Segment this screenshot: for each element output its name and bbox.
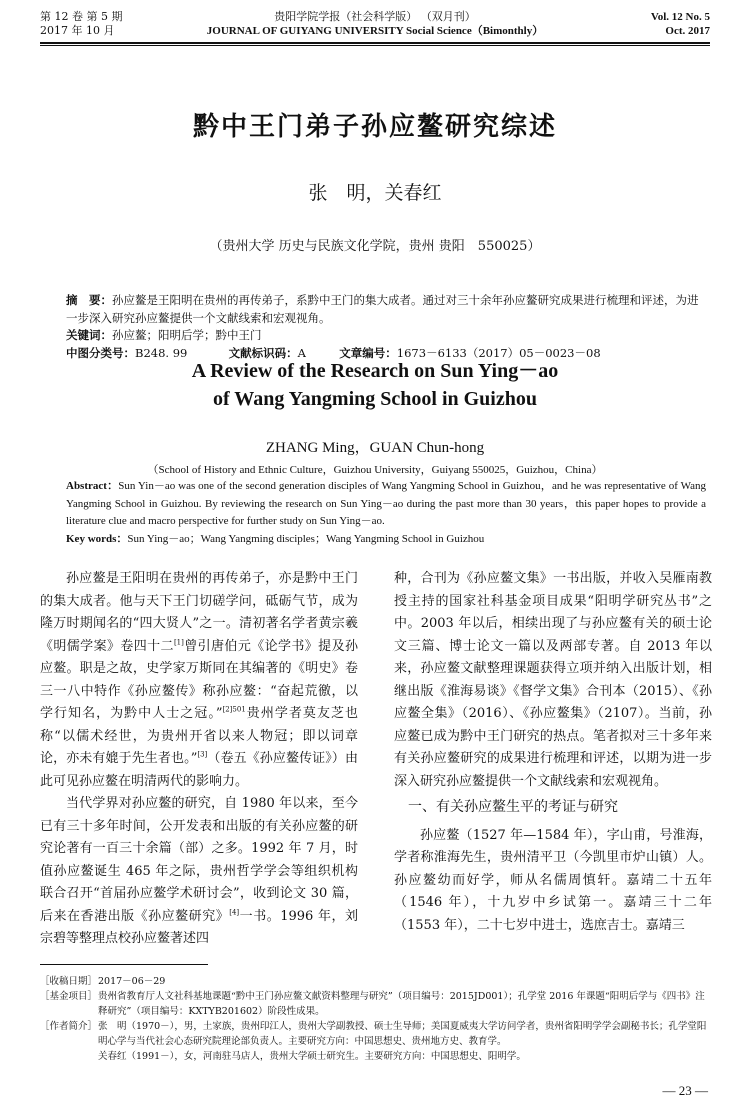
body-paragraph: 种，合刊为《孙应鳌文集》一书出版，并收入吴雁南教授主持的国家社科基金项目成果“阳明学研究丛书”之中。2003 年以后，相续出现了与孙应鳌有关的硕士论文三篇、博士论文一篇以及两部专著。自 2013 年以来，孙应鳌文献整理课题获得立项并纳入出版计划，相继出版《淮海易谈》《督学文集》合刊本（2015）、《孙应鳌全集》（2016）、《孙应鳌集》（2107）。当前，孙应鳌已成为黔中王门研究的热点。笔者拟对三十多年来有关孙应鳌研究的成果进行梳理和评述，以期为进一步深入研究孙应鳌提供一个文献线索和宏观视角。 <box>394 571 712 789</box>
body-column-right <box>394 568 712 937</box>
abstract-en-text: Sun Yin－ao was one of the second generation disciples of Wang Yangming School in Guizhou，and he was representative of Wang Yangming School in Guizhou. By reviewing the research on Sun Ying－ao during the past more than 30 years，this paper hopes to provide a literature clue and macro perspective for further study on Sun Ying－ao. <box>66 480 707 527</box>
date-en: Oct. 2017 <box>665 25 710 37</box>
keywords-cn <box>66 327 706 345</box>
journal-name-en: JOURNAL OF GUIYANG UNIVERSITY Social Science（Bimonthly） <box>206 25 544 37</box>
footnote-author2 <box>40 1049 712 1064</box>
abstract-cn <box>66 292 706 327</box>
volume-issue: 第 12 卷 第 5 期 <box>40 10 123 23</box>
header-center <box>150 10 600 38</box>
keywords-en-text: Sun Ying－ao；Wang Yangming disciples；Wang Yangming School in Guizhou <box>127 532 485 545</box>
header-right <box>651 10 710 38</box>
article-title-en-line1: A Review of the Research on Sun Ying－ao <box>191 360 559 382</box>
authors-cn: 张 明，关春红 <box>308 182 442 204</box>
author2-text: 关春红（1991－），女，河南驻马店人，贵州大学硕士研究生。主要研究方向：中国思想史、阳明学。 <box>98 1051 526 1062</box>
keywords-cn-label: 关键词： <box>66 328 112 342</box>
authors-en: ZHANG Ming，GUAN Chun-hong <box>265 440 485 456</box>
citation-ref: [3] <box>197 750 208 759</box>
footnote-author <box>40 1019 712 1049</box>
article-no-label: 文章编号： <box>339 345 397 360</box>
abstract-cn-block <box>66 292 706 362</box>
issue-date: 2017 年 10 月 <box>40 24 115 37</box>
keywords-en <box>66 531 706 549</box>
article-title-en <box>0 357 750 413</box>
abstract-en-label: Abstract： <box>66 480 119 492</box>
abstract-cn-label: 摘 要： <box>66 293 112 307</box>
fund-text: 贵州省教育厅人文社科基地课题“黔中王门孙应鳌文献资料整理与研究”（项目编号：2015JD001）；孔学堂 2016 年课题“阳明后学与《四书》注释研究”（项目编号：KXTYB201602）阶段性成果。 <box>98 991 705 1017</box>
keywords-en-label: Key words： <box>66 532 128 545</box>
clc-label: 中图分类号： <box>66 345 135 360</box>
abstract-en <box>66 478 706 531</box>
header-rule <box>40 42 710 44</box>
clc-value: B248. 99 <box>135 345 188 360</box>
affiliation-en: （School of History and Ethnic Culture，Guizhou University，Guiyang 550025，Guizhou，China） <box>147 464 603 476</box>
header-rule-thin <box>40 45 710 46</box>
volume-no-en: Vol. 12 No. 5 <box>650 11 710 23</box>
citation-ref: [1] <box>173 638 184 647</box>
doc-code-label: 文献标识码： <box>228 345 298 360</box>
footnote-received <box>40 974 712 989</box>
citation-ref: [2]501 <box>222 705 246 714</box>
keywords-cn-text: 孙应鳌；阳明后学；黔中王门 <box>112 328 262 342</box>
article-title-cn: 黔中王门弟子孙应鳌研究综述 <box>192 112 557 142</box>
footnote-fund <box>40 989 712 1019</box>
body-paragraph: 当代学界对孙应鳌的研究，自 1980 年以来，至今已有三十多年时间，公开发表和出版的有关孙应鳌的研究论著有一百三十余篇（部）之多。1992 年 7 月，时值孙应鳌诞生 465 年之际，贵州哲学学会等组织机构联合召开“首届孙应鳌学术研讨会”，收到论文 30 篇，后来在香港出版《孙应鳌研究》[4]一书。1996 年，刘宗碧等整理点校孙应鳌著述四 <box>40 796 358 946</box>
received-date: 2017－06－29 <box>98 976 166 987</box>
section-heading: 一、有关孙应鳌生平的考证与研究 <box>408 799 618 815</box>
fund-label: ［基金项目］ <box>40 991 98 1002</box>
abstract-en-block <box>66 478 706 548</box>
author1-text: 张 明（1970－），男，土家族，贵州印江人，贵州大学副教授、硕士生导师；美国夏威夷大学访问学者，贵州省阳明学学会副秘书长；孔学堂阳明心学与当代社会心态研究院理论部负责人。主要研究方向：中国思想史、贵州地方史、教育学。 <box>98 1021 707 1047</box>
page-number: — 23 — <box>662 1083 708 1098</box>
footnote-rule <box>40 964 208 965</box>
body-paragraph: 孙应鳌是王阳明在贵州的再传弟子，亦是黔中王门的集大成者。他与天下王门切磋学问，砥砺气节，成为隆万时期闻名的“四大贤人”之一。清初著名学者黄宗羲《明儒学案》卷四十二[1]曾引唐伯元《论学书》提及孙应鳌。职是之故，史学家万斯同在其编著的《明史》卷三一八中特作《孙应鳌传》称孙应鳌：“奋起荒徼，以学行知名，为黔中人士之冠。”$^{[2]501}$贵州学者莫友芝也称“以儒术经世，为贵州开省以来人物冠；即以词章论，亦未有媲于先生者也。”[3]（卷五《孙应鳌传证》）由此可见孙应鳌在明清两代的影响力。 <box>40 571 358 789</box>
article-no-value: 1673－6133（2017）05－0023－08 <box>396 345 601 360</box>
footnotes <box>40 974 712 1064</box>
doc-code-value: A <box>297 345 306 360</box>
abstract-cn-text: 孙应鳌是王阳明在贵州的再传弟子，系黔中王门的集大成者。通过对三十余年孙应鳌研究成果进行梳理和评述，为进一步深入研究孙应鳌提供一个文献线索和宏观视角。 <box>66 293 699 325</box>
received-label: ［收稿日期］ <box>40 976 98 987</box>
citation-ref: [4] <box>229 908 240 917</box>
author-label: ［作者简介］ <box>40 1021 98 1032</box>
header-left <box>40 10 122 38</box>
affiliation-cn: （贵州大学 历史与民族文化学院，贵州 贵阳 550025） <box>209 239 541 254</box>
body-column-left <box>40 568 358 951</box>
article-title-en-line2: of Wang Yangming School in Guizhou <box>213 388 537 410</box>
journal-name-cn: 贵阳学院学报（社会科学版） （双月刊） <box>274 10 476 23</box>
body-paragraph: 孙应鳌（1527 年—1584 年），字山甫，号淮海，学者称淮海先生，贵州清平卫（今凯里市炉山镇）人。孙应鳌幼而好学，师从名儒周慎轩。嘉靖二十五年（1546 年），十九岁中乡试第一。嘉靖三十二年（1553 年），二十七岁中进士，选庶吉士。嘉靖三 <box>394 827 712 933</box>
